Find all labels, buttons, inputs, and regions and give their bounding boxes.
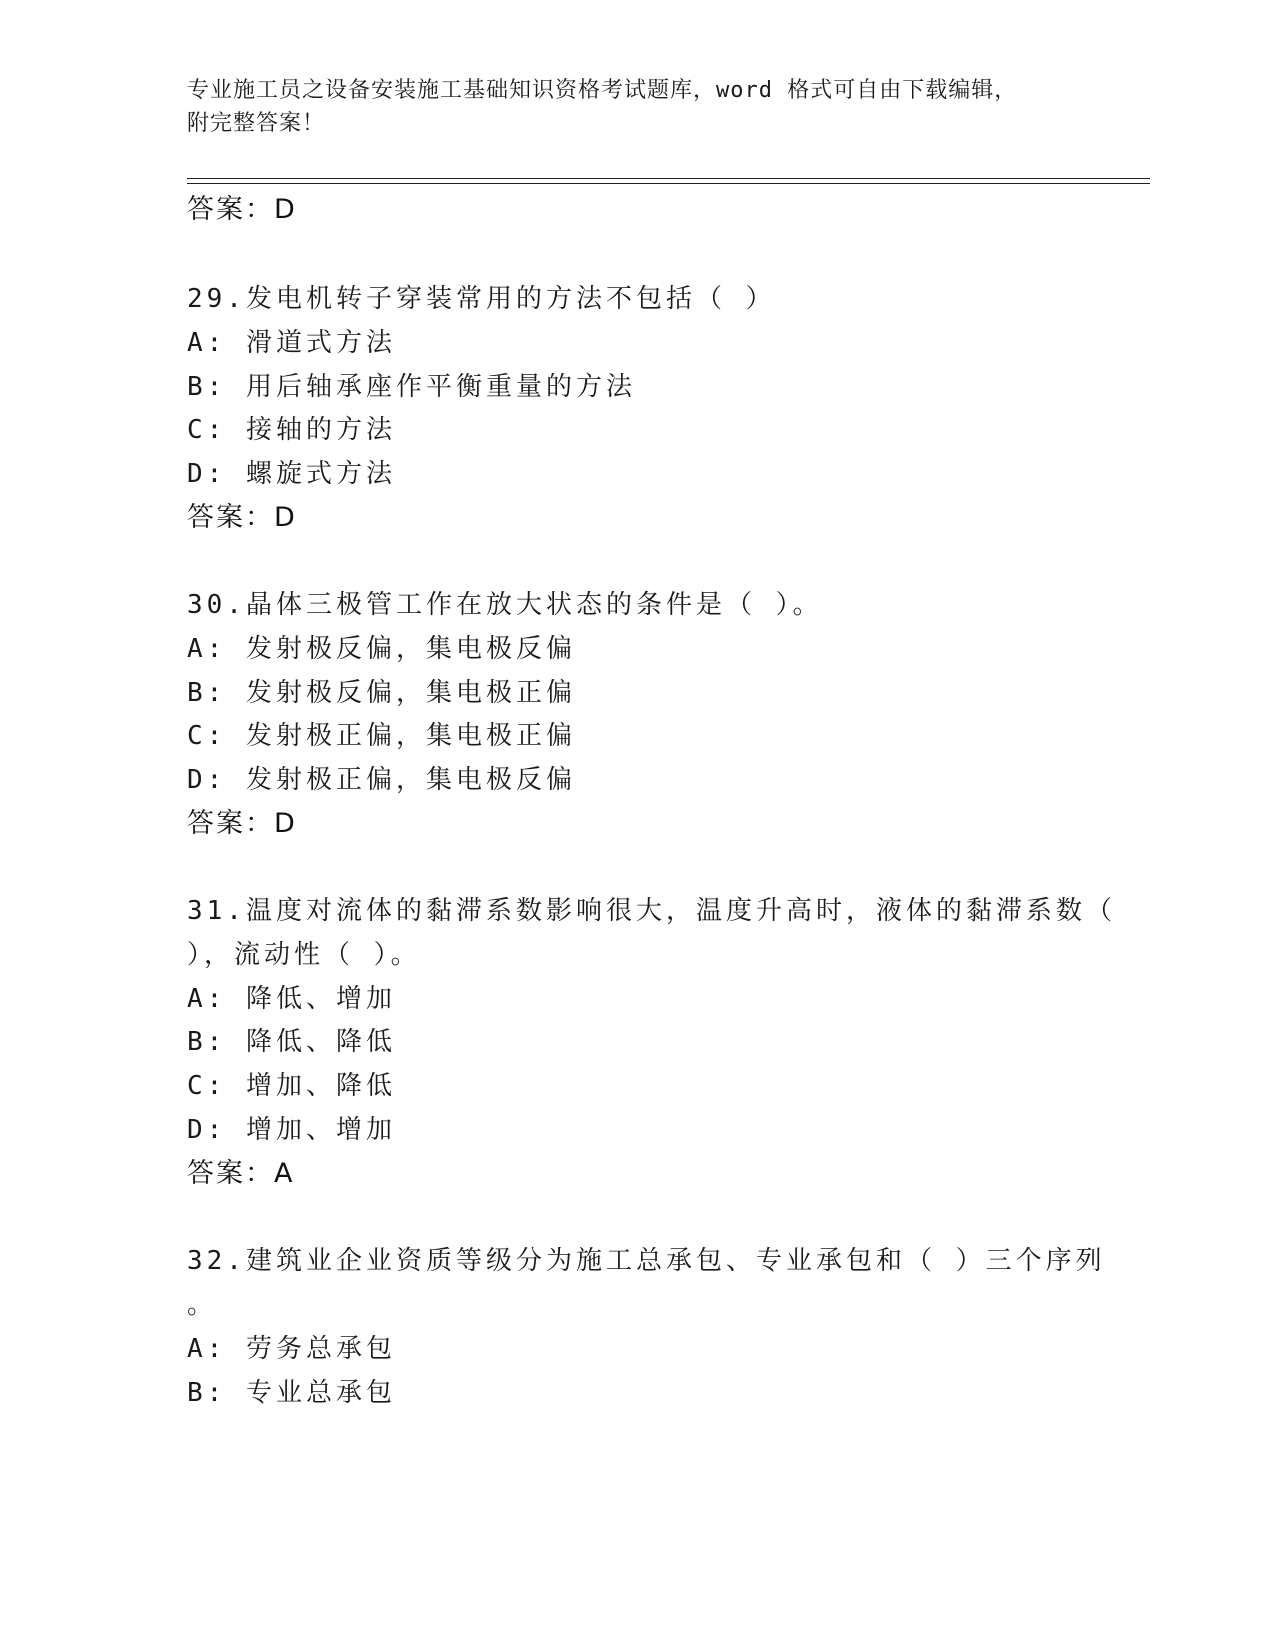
question-32-line-2: 。: [187, 1290, 218, 1320]
option-29-b: B: 用后轴承座作平衡重量的方法: [187, 372, 636, 402]
option-30-b: B: 发射极反偏，集电极正偏: [187, 678, 576, 708]
header-line-2: 附完整答案！: [187, 111, 326, 136]
option-32-b: B: 专业总承包: [187, 1378, 396, 1408]
question-31-line-1: 31.温度对流体的黏滞系数影响很大，温度升高时，液体的黏滞系数（: [187, 896, 1116, 926]
option-29-d: D: 螺旋式方法: [187, 459, 396, 489]
option-29-c: C: 接轴的方法: [187, 415, 396, 445]
option-29-a: A: 滑道式方法: [187, 328, 396, 358]
option-30-c: C: 发射极正偏，集电极正偏: [187, 721, 576, 751]
document-header: [187, 74, 1067, 140]
option-30-a: A: 发射极反偏，集电极反偏: [187, 634, 576, 664]
option-31-a: A: 降低、增加: [187, 984, 396, 1014]
option-31-c: C: 增加、降低: [187, 1071, 396, 1101]
header-line-1: 专业施工员之设备安装施工基础知识资格考试题库，word 格式可自由下载编辑，: [187, 78, 1018, 103]
question-32-line-1: 32.建筑业企业资质等级分为施工总承包、专业承包和（ ）三个序列: [187, 1246, 1106, 1276]
answer-28: 答案：D: [187, 194, 297, 225]
header-divider-bottom: [187, 183, 1150, 184]
option-31-b: B: 降低、降低: [187, 1027, 396, 1057]
option-30-d: D: 发射极正偏，集电极反偏: [187, 765, 576, 795]
answer-29: 答案：D: [187, 502, 297, 533]
header-divider-top: [187, 178, 1150, 179]
answer-31: 答案：A: [187, 1158, 295, 1189]
option-31-d: D: 增加、增加: [187, 1115, 396, 1145]
question-30: 30.晶体三极管工作在放大状态的条件是（ ）。: [187, 590, 823, 620]
answer-30: 答案：D: [187, 808, 297, 839]
option-32-a: A: 劳务总承包: [187, 1334, 396, 1364]
question-29: 29.发电机转子穿装常用的方法不包括（ ）: [187, 284, 776, 314]
question-31-line-2: ），流动性（ ）。: [187, 940, 421, 970]
